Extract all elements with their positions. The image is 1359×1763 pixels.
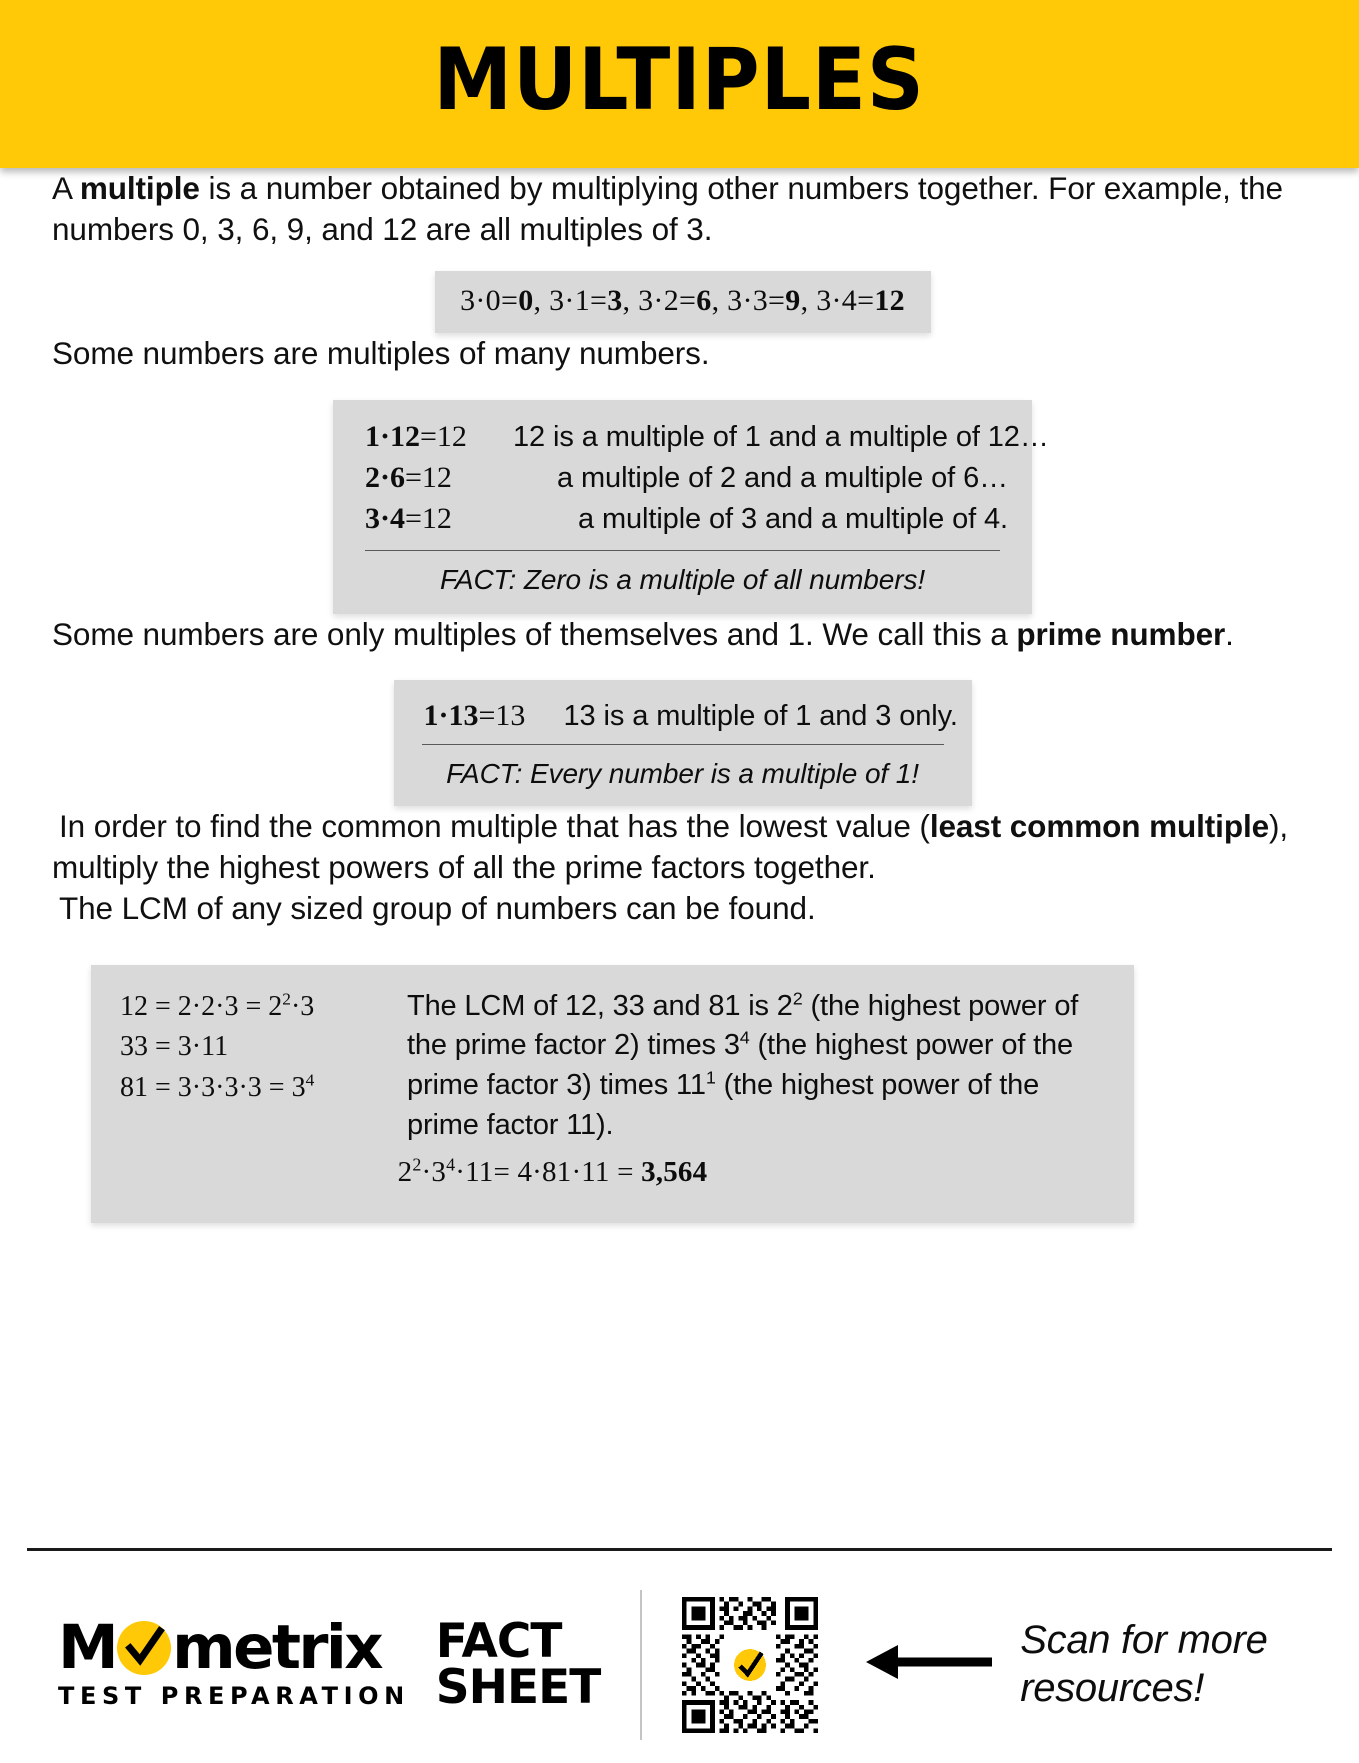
scan-prompt-line-1: Scan for more	[1020, 1618, 1268, 1663]
lcm-text-after: ), multiply the highest powers of all the prime factors together.	[52, 807, 1289, 885]
intro-text-before: A	[52, 170, 80, 206]
prime-bold-term: prime number	[1016, 615, 1226, 652]
equation-operands: 3·4	[365, 501, 406, 535]
factorization-power-exponent: 4	[305, 1070, 315, 1090]
fact-callout: FACT: Every number is a multiple of 1!	[446, 757, 919, 789]
exponent: 1	[705, 1067, 716, 1088]
eq-term-plain: , 3·4=	[800, 283, 875, 317]
equation-expression	[357, 420, 507, 454]
qr-code[interactable]	[682, 1597, 818, 1733]
logo-subtitle: TEST PREPARATION	[58, 1681, 410, 1710]
equation-expression	[357, 502, 507, 536]
prime-text-before: Some numbers are only multiples of themselves and 1. We call this a	[52, 615, 1017, 652]
equation-result: =12	[405, 460, 452, 494]
qr-code-image	[682, 1597, 818, 1733]
equation-row	[416, 698, 958, 733]
eq-term-plain: , 3·2=	[622, 283, 697, 317]
equation-result: =12	[420, 419, 467, 453]
lcm-example-box	[91, 965, 1134, 1224]
eq-term-bold: 9	[785, 283, 801, 317]
factorization-line: 33 = 3·11	[120, 1031, 229, 1063]
factorization-expansion: 2·2·3	[177, 990, 239, 1022]
checkmark-circle-icon	[117, 1621, 171, 1675]
fact-sheet-line-1: FACT	[435, 1614, 562, 1670]
lcm-bold-term: least common multiple	[929, 807, 1270, 844]
equation-result: =12	[405, 501, 452, 535]
logo-word-metrix: metrix	[172, 1612, 381, 1684]
many-multiples-paragraph: Some numbers are multiples of many numbers.	[52, 334, 710, 371]
scan-prompt	[1020, 1617, 1267, 1711]
equation-row	[357, 461, 1008, 495]
equation-row	[357, 419, 1049, 454]
fact-sheet-label	[435, 1614, 601, 1715]
factorization-power-base: 2	[268, 990, 283, 1022]
lcm-factorization-column	[117, 987, 407, 1109]
exponent: 4	[446, 1154, 456, 1175]
exponent: 4	[739, 1027, 750, 1048]
scan-prompt-line-2: resources!	[1020, 1665, 1205, 1710]
horizontal-divider	[365, 550, 1000, 551]
equation-box-multiples-of-three	[435, 271, 931, 333]
equation-description: 12 is a multiple of 1 and a multiple of 12…	[513, 420, 1049, 453]
factorization-power-tail: ·3	[290, 990, 315, 1022]
lcm-answer: 3,564	[641, 1156, 708, 1189]
left-arrow-icon	[864, 1636, 994, 1693]
intro-bold-term: multiple	[79, 170, 200, 206]
eq-term-bold: 3	[607, 283, 623, 317]
factorization-number: 12	[120, 990, 148, 1022]
horizontal-divider	[422, 744, 944, 745]
equation-row	[357, 502, 1008, 536]
arrow-left-icon	[864, 1636, 994, 1688]
footer-divider-rule	[27, 1548, 1332, 1551]
equation-description: 13 is a multiple of 1 and 3 only.	[563, 699, 958, 732]
factorization-power-exponent: 2	[282, 989, 291, 1009]
equation-result: =13	[478, 698, 526, 732]
equation-description: a multiple of 3 and a multiple of 4.	[577, 502, 1008, 535]
eq-term-plain: , 3·3=	[711, 283, 786, 317]
equation-operands: 2·6	[365, 460, 406, 494]
equation-line	[460, 284, 905, 317]
logo-word-m: M	[58, 1612, 117, 1684]
factorization-expansion: 3·11	[177, 1031, 229, 1063]
equation-expression	[416, 699, 558, 733]
factorization-line: $81 = 3\cdot 3\cdot 3\cdot 3 = 3^4$	[120, 1070, 315, 1103]
footer-vertical-separator	[640, 1590, 642, 1740]
factorization-number: 33	[120, 1031, 148, 1063]
page-footer	[0, 1566, 1359, 1763]
eq-term-plain: , 3·1=	[533, 283, 608, 317]
mometrix-logo[interactable]	[58, 1612, 410, 1710]
equation-expression	[357, 461, 507, 495]
lcm-group-paragraph: The LCM of any sized group of numbers can be found.	[59, 889, 816, 926]
lcm-definition-paragraph	[52, 806, 1313, 888]
prime-number-paragraph	[52, 614, 1313, 655]
factorization-number: 81	[120, 1071, 148, 1103]
lcm-text-before: In order to find the common multiple that has the lowest value (	[59, 807, 930, 844]
exponent: 2	[792, 987, 803, 1008]
equation-box-prime-thirteen	[394, 680, 972, 806]
equation-box-twelve-multiples	[333, 400, 1049, 614]
fact-callout: FACT: Zero is a multiple of all numbers!	[439, 563, 926, 595]
eq-term-bold: 0	[518, 283, 534, 317]
logo-wordmark-row	[58, 1612, 410, 1684]
page-content	[0, 168, 1359, 1223]
eq-term-plain: 3·0=	[460, 283, 519, 317]
fact-sheet-line-2: SHEET	[435, 1659, 601, 1715]
equation-operands: 1·12	[365, 419, 421, 453]
factorization-power-base: 3	[291, 1071, 306, 1103]
prime-text-after: .	[1225, 615, 1234, 652]
page-title: MULTIPLES	[433, 30, 926, 130]
equation-description: a multiple of 2 and a multiple of 6…	[557, 461, 1008, 494]
intro-text-after: is a number obtained by multiplying other numbers together. For example, the numbers 0, 3, 6, 9, and 12 are all multiples of 3.	[52, 170, 1283, 247]
check-icon	[117, 1621, 171, 1675]
intro-paragraph	[52, 168, 1313, 250]
eq-term-bold: 6	[696, 283, 712, 317]
lcm-explanation-text: The LCM of 12, 33 and 81 is $2^2$ (the highest power of the prime factor 2) times $3^4$ (the highest power of the prime factor 3) times $11^1$ (the highest power of the prime factor 11).	[407, 987, 1079, 1141]
eq-term-bold: 12	[874, 283, 905, 317]
factorization-line: $12 = 2\cdot 2\cdot 3 = 2^2\cdot 3$	[120, 989, 315, 1022]
exponent: 2	[412, 1154, 422, 1175]
lcm-example-grid	[117, 987, 1108, 1146]
page-header-banner	[0, 0, 1359, 168]
lcm-result-equation: $2^2\cdot 3^4\cdot 11= 4\cdot 81\cdot 11 = 3,564$	[397, 1154, 708, 1189]
equation-operands: 1·13	[423, 698, 479, 732]
factorization-expansion: 3·3·3·3	[177, 1071, 262, 1103]
